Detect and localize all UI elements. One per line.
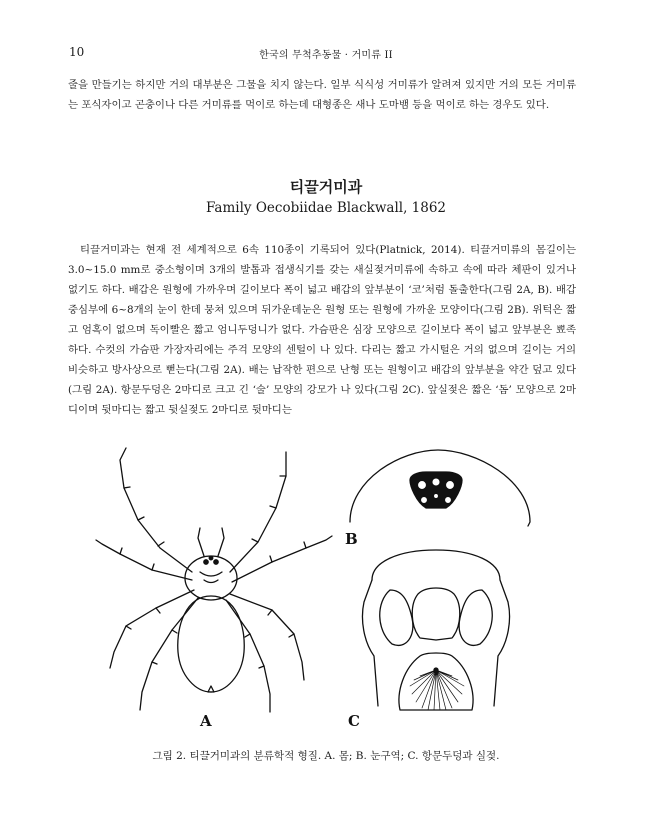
page-number: 10 [69,45,85,59]
section-title-english: Family Oecobiidae Blackwall, 1862 [205,200,447,216]
figure-2 [80,430,580,735]
panel-label-a: A [200,712,212,730]
figure-caption: 그림 2. 티끌거미과의 분류학적 형질. A. 몸; B. 눈구역; C. 항문두덩과 실젖. [152,750,500,762]
section-title-korean: 티끌거미과 [289,178,363,196]
paragraph-intro: 줄을 만들기는 하지만 거의 대부분은 그물을 치지 않는다. 일부 식식성 거미류가 알려져 있지만 거의 모든 거미류는 포식자이고 곤충이나 다른 거미류를 먹이로 하는데 대형종은 새나 도마뱀 등을 먹이로 하는 경우도 있다. [68,79,576,111]
panel-a-spider-drawing [96,448,332,712]
running-title: 한국의 무척추동물 · 거미류 II [259,50,393,61]
panel-label-c: C [348,712,360,730]
paragraph-family-description: 티끌거미과는 현재 전 세계적으로 6속 110종이 기록되어 있다(Platnick, 2014). 티끌거미류의 몸길이는 3.0~15.0 mm로 중소형이며 3개의 발톱과 접생식기를 갖는 새실젖거미류에 속하고 속에 따라 체판이 있거나 없기도 하다. 배갑은 원형에 가까우며 길이보다 폭이 넓고 배갑의 앞부분이 ‘코’처럼 돌출한다(그림 2A, B). 배갑 중심부에 6~8개의 눈이 한데 뭉쳐 있으며 뒤가운데눈은 원형 또는 원형에 가까운 모양이다(그림 2B). 위턱은 짧고 엄혹이 없으며 독이빨은 짧고 엄니두덩니가 없다. 가슴판은 심장 모양으로 길이보다 폭이 넓고 앞부분은 뾰족하다. 수컷의 가슴판 가장자리에는 주걱 모양의 센털이 나 있다. 다리는 짧고 가시털은 거의 없으며 길이는 거의 비슷하고 방사상으로 뻗는다(그림 2A). 배는 납작한 편으로 난형 또는 원형이고 배갑의 앞부분을 약간 덮고 있다(그림 2A). 항문두덩은 2마디로 크고 긴 ‘술’ 모양의 강모가 나 있다(그림 2C). 앞실젖은 짧은 ‘돔’ 모양으로 2마디이며 뒷마디는 짧고 뒷실젖도 2마디로 뒷마디는 [68,244,576,416]
panel-label-b: B [345,530,358,548]
panel-b-eye-region-drawing [350,450,530,526]
panel-c-spinnerets-drawing [362,550,509,710]
figure-illustration [80,430,580,735]
